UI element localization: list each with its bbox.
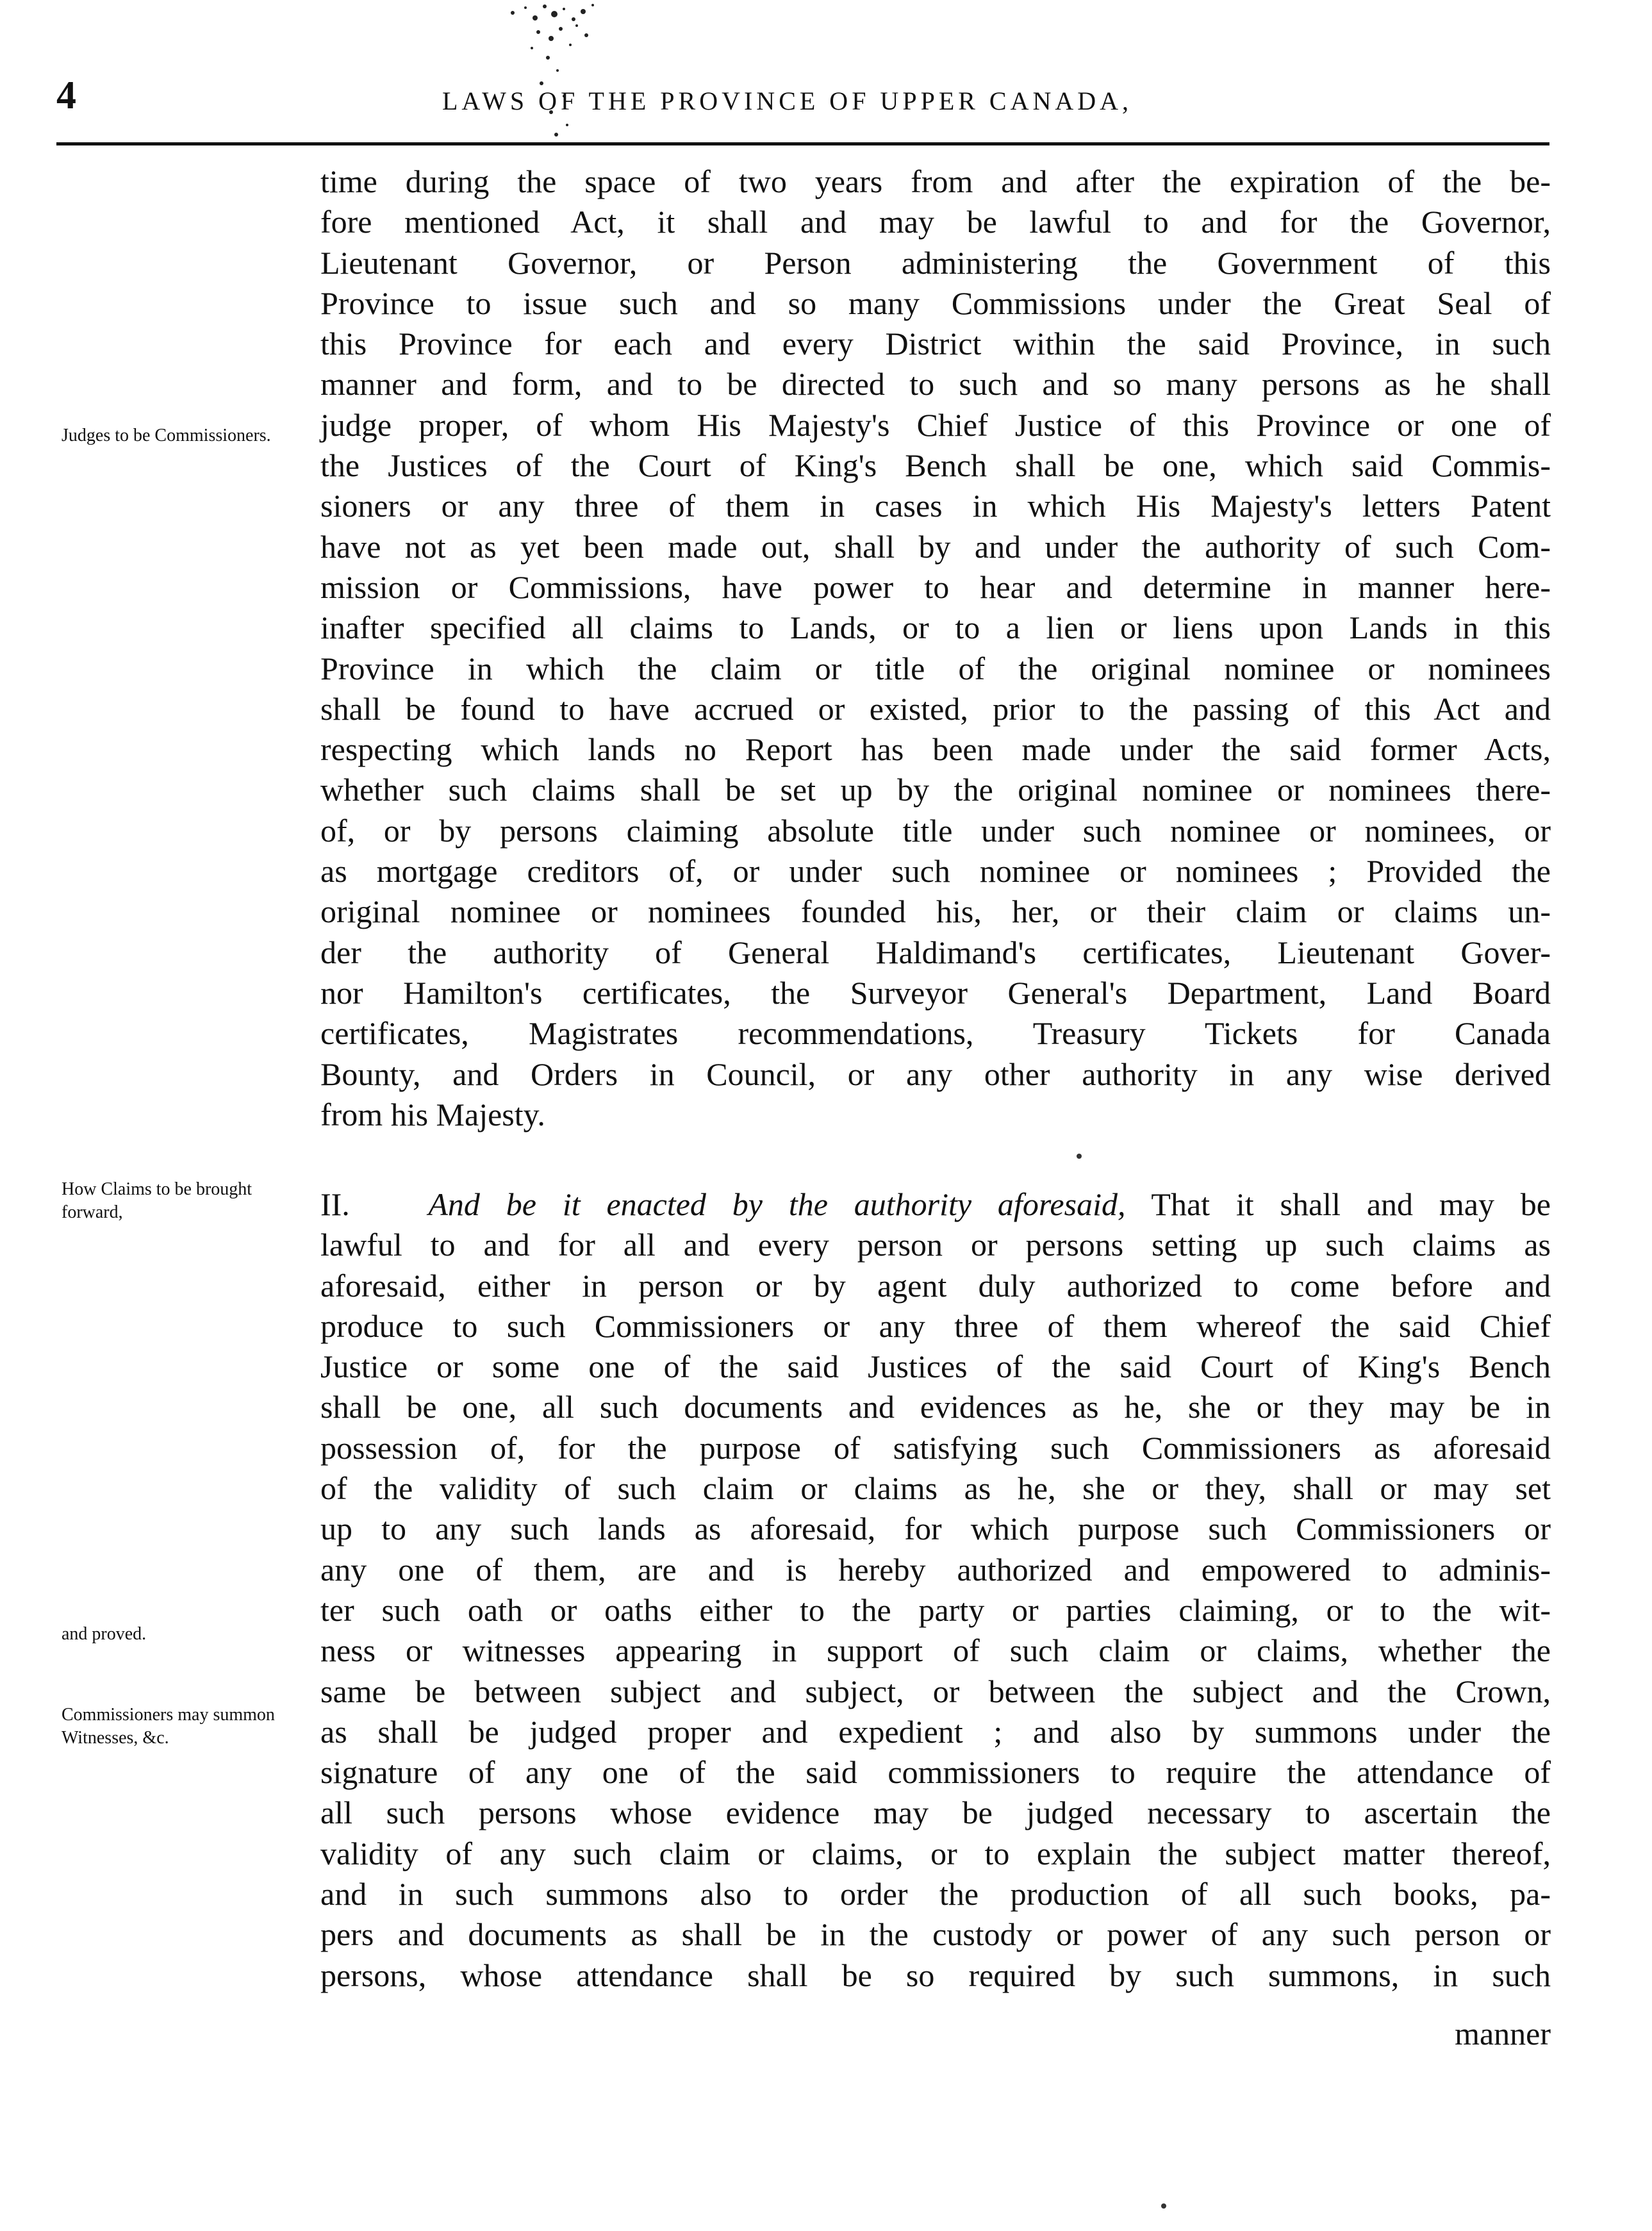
paragraph-1-line: Lieutenant Governor, or Person administering the Government of this	[320, 244, 1551, 281]
page-number: 4	[56, 74, 76, 117]
paragraph-1	[320, 162, 1551, 1135]
paragraph-2-line: up to any such lands as aforesaid, for which purpose such Commissioners or	[320, 1511, 1551, 1547]
enacting-clause: And be it enacted by the authority aforesaid,	[428, 1186, 1126, 1222]
stray-ink-dot	[1077, 1154, 1082, 1159]
paragraph-2	[320, 1184, 1551, 1996]
section-number: II.	[320, 1186, 350, 1222]
ink-speckle-decoration	[474, 0, 641, 154]
paragraph-2-line: possession of, for the purpose of satisfying such Commissioners as aforesaid	[320, 1429, 1551, 1466]
paragraph-1-line: this Province for each and every District within the said Province, in such	[320, 326, 1551, 362]
paragraph-2-line: Justice or some one of the said Justices of the said Court of King's Bench	[320, 1348, 1551, 1385]
running-title: LAWS OF THE PROVINCE OF UPPER CANADA,	[442, 87, 1133, 115]
paragraph-2-line: shall be one, all such documents and evidences as he, she or they may be in	[320, 1389, 1551, 1425]
paragraph-1-line: from his Majesty.	[320, 1096, 545, 1132]
paragraph-1-line: original nominee or nominees founded his, her, or their claim or claims un-	[320, 893, 1551, 930]
paragraph-1-line: mission or Commissions, have power to hear and determine in manner here-	[320, 568, 1551, 605]
paragraph-2-line: persons, whose attendance shall be so required by such summons, in such	[320, 1957, 1551, 1993]
margin-note-judges: Judges to be Commissioners.	[62, 426, 271, 445]
header-rule	[56, 142, 1549, 145]
paragraph-1-line: inafter specified all claims to Lands, or to a lien or liens upon Lands in this	[320, 610, 1551, 646]
paragraph-2-line: same be between subject and subject, or between the subject and the Crown,	[320, 1673, 1551, 1709]
paragraph-1-line: Province in which the claim or title of the original nominee or nominees	[320, 650, 1551, 686]
paragraph-1-line: have not as yet been made out, shall by and under the authority of such Com-	[320, 528, 1551, 565]
paragraph-1-line: the Justices of the Court of King's Bench shall be one, which said Commis-	[320, 447, 1551, 484]
paragraph-1-line: Bounty, and Orders in Council, or any other authority in any wise derived	[320, 1056, 1551, 1092]
paragraph-2-line: and in such summons also to order the production of all such books, pa-	[320, 1876, 1551, 1912]
paragraph-1-line: judge proper, of whom His Majesty's Chief Justice of this Province or one of	[320, 406, 1551, 443]
paragraph-2-line: of the validity of such claim or claims as he, she or they, shall or may set	[320, 1470, 1551, 1507]
paragraph-1-line: certificates, Magistrates recommendations, Treasury Tickets for Canada	[320, 1015, 1551, 1052]
paragraph-2-line: ness or witnesses appearing in support of such claim or claims, whether the	[320, 1632, 1551, 1669]
paragraph-2-line: aforesaid, either in person or by agent duly authorized to come before and	[320, 1267, 1551, 1304]
paragraph-2-line: ter such oath or oaths either to the party or parties claiming, or to the wit-	[320, 1591, 1551, 1628]
paragraph-2-line: produce to such Commissioners or any three of them whereof the said Chief	[320, 1307, 1551, 1344]
paragraph-1-line: whether such claims shall be set up by the original nominee or nominees there-	[320, 772, 1551, 808]
paragraph-2-line: lawful to and for all and every person or persons setting up such claims as	[320, 1227, 1551, 1263]
paragraph-1-line: shall be found to have accrued or existed, prior to the passing of this Act and	[320, 690, 1551, 727]
paragraph-2-line: all such persons whose evidence may be judged necessary to ascertain the	[320, 1795, 1551, 1831]
catchword: manner	[1455, 2016, 1551, 2052]
paragraph-1-line: of, or by persons claiming absolute title under such nominee or nominees, or	[320, 812, 1551, 849]
paragraph-1-line: nor Hamilton's certificates, the Surveyor General's Department, Land Board	[320, 974, 1551, 1011]
paragraph-2-line: any one of them, are and is hereby authorized and empowered to adminis-	[320, 1551, 1551, 1588]
paragraph-1-line: fore mentioned Act, it shall and may be lawful to and for the Governor,	[320, 204, 1551, 240]
paragraph-2-line: as shall be judged proper and expedient ; and also by summons under the	[320, 1713, 1551, 1750]
paragraph-1-line: time during the space of two years from and after the expiration of the be-	[320, 163, 1551, 199]
first-line-rest: That it shall and may be	[1151, 1186, 1551, 1222]
margin-note-proved: and proved.	[62, 1624, 147, 1644]
paragraph-1-line: sioners or any three of them in cases in which His Majesty's letters Patent	[320, 488, 1551, 524]
stray-ink-dot	[1161, 2203, 1166, 2209]
margin-note-commissioners: Commissioners may summon Witnesses, &c.	[62, 1705, 275, 1748]
paragraph-1-line: respecting which lands no Report has been made under the said former Acts,	[320, 731, 1551, 768]
margin-note-claims: How Claims to be brought forward,	[62, 1179, 252, 1222]
paragraph-2-line: validity of any such claim or claims, or to explain the subject matter thereof,	[320, 1835, 1551, 1871]
paragraph-2-line: signature of any one of the said commissioners to require the attendance of	[320, 1754, 1551, 1791]
paragraph-2-line: pers and documents as shall be in the custody or power of any such person or	[320, 1916, 1551, 1953]
paragraph-1-line: Province to issue such and so many Commissions under the Great Seal of	[320, 285, 1551, 321]
paragraph-2-line	[320, 1184, 1551, 1225]
paragraph-1-line: der the authority of General Haldimand's certificates, Lieutenant Gover-	[320, 934, 1551, 970]
paragraph-1-line: as mortgage creditors of, or under such nominee or nominees ; Provided the	[320, 853, 1551, 890]
paragraph-1-line: manner and form, and to be directed to such and so many persons as he shall	[320, 366, 1551, 402]
